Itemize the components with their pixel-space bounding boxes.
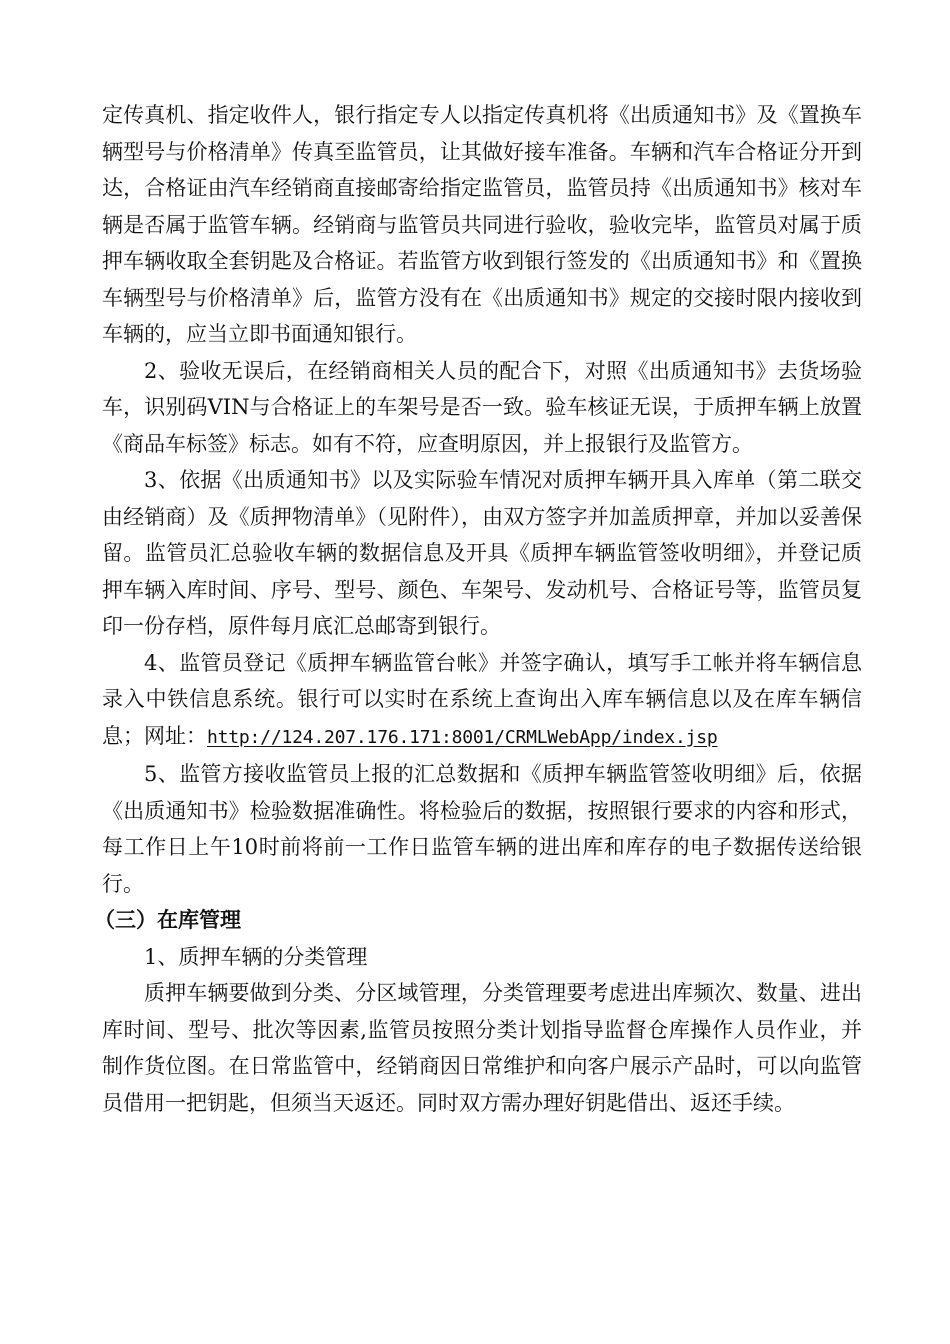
- paragraph-classification: 质押车辆要做到分类、分区域管理，分类管理要考虑进出库频次、数量、进出库时间、型号、批次等因素,监管员按照分类计划指导监督仓库操作人员作业，并制作货位图。在日常监管中，经销商因日常维护和向客户展示产品时，可以向监管员借用一把钥匙，但须当天返还。同时双方需办理好钥匙借出、返还手续。: [102, 981, 862, 1115]
- document-body: [94, 97, 862, 1121]
- paragraph-item-4-text: 4、监管员登记《质押车辆监管台帐》并签字确认，填写手工帐并将车辆信息录入中铁信息系统。银行可以实时在系统上查询出入库车辆信息以及在库车辆信息；网址：: [102, 650, 862, 748]
- paragraph-item-3: 3、依据《出质通知书》以及实际验车情况对质押车辆开具入库单（第二联交由经销商）及《质押物清单》（见附件），由双方签字并加盖质押章，并加以妥善保留。监管员汇总验收车辆的数据信息及开具《质押车辆监管签收明细》，并登记质押车辆入库时间、序号、型号、颜色、车架号、发动机号、合格证号等，监管员复印一份存档，原件每月底汇总邮寄到银行。: [102, 468, 862, 638]
- section-heading: （三）在库管理: [94, 908, 241, 932]
- paragraph-item-5: 5、监管方接收监管员上报的汇总数据和《质押车辆监管签收明细》后，依据《出质通知书》检验数据准确性。将检验后的数据，按照银行要求的内容和形式，每工作日上午10时前将前一工作日监管车辆的进出库和库存的电子数据传送给银行。: [102, 762, 862, 896]
- paragraph-item-2: 2、验收无误后，在经销商相关人员的配合下，对照《出质通知书》去货场验车，识别码VIN与合格证上的车架号是否一致。验车核证无误，于质押车辆上放置《商品车标签》标志。如有不符，应查明原因，并上报银行及监管方。: [102, 358, 862, 456]
- paragraph-item-4: [102, 645, 862, 757]
- subsection-heading: 1、质押车辆的分类管理: [144, 944, 368, 969]
- system-url-link[interactable]: http://124.207.176.171:8001/CRMLWebApp/index.jsp: [207, 726, 718, 748]
- paragraph-continuation: 定传真机、指定收件人，银行指定专人以指定传真机将《出质通知书》及《置换车辆型号与价格清单》传真至监管员，让其做好接车准备。车辆和汽车合格证分开到达，合格证由汽车经销商直接邮寄给指定监管员，监管员持《出质通知书》核对车辆是否属于监管车辆。经销商与监管员共同进行验收，验收完毕，监管员对属于质押车辆收取全套钥匙及合格证。若监管方收到银行签发的《出质通知书》和《置换车辆型号与价格清单》后，监管方没有在《出质通知书》规定的交接时限内接收到车辆的，应当立即书面通知银行。: [102, 103, 862, 346]
